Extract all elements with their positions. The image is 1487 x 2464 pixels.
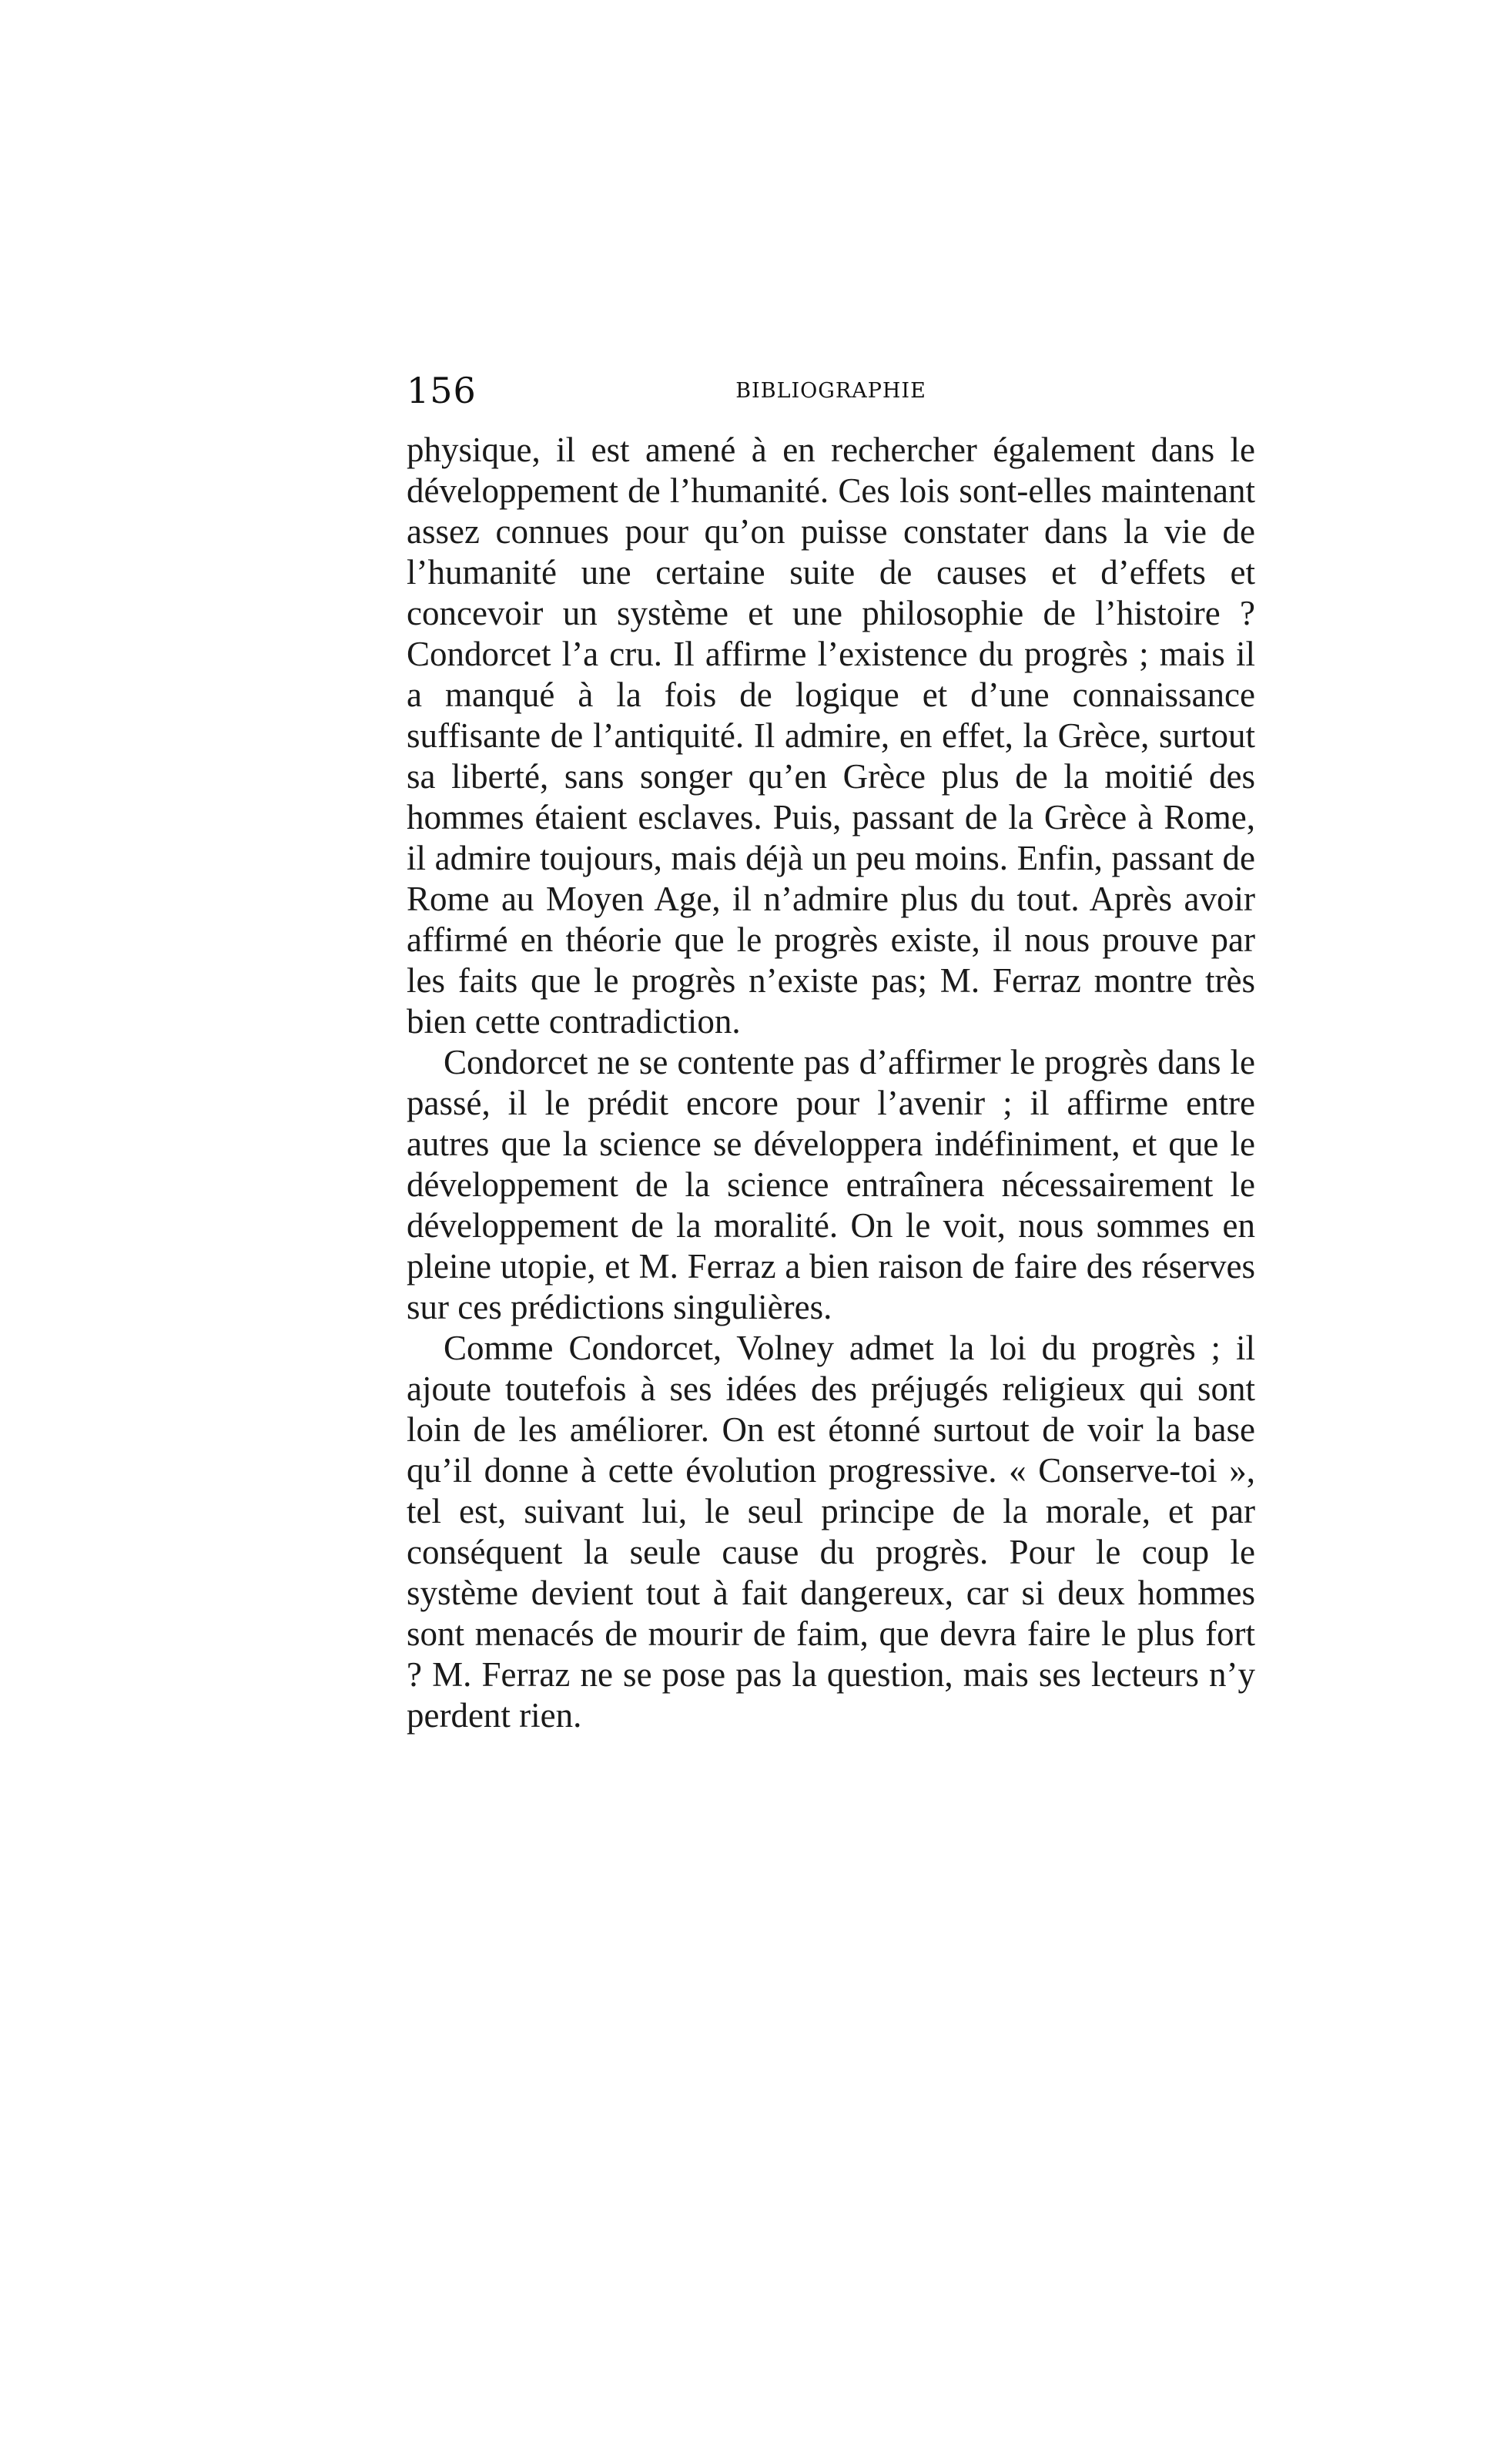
body-text (407, 430, 1255, 1736)
paragraph-3: Comme Condorcet, Volney admet la loi du progrès ; il ajoute toutefois à ses idées des préjugés religieux qui sont loin de les améliorer. On est étonné surtout de voir la base qu’il donne à cette évolution progressive. « Conserve-toi », tel est, suivant lui, le seul principe de la morale, et par conséquent la seule cause du progrès. Pour le coup le système devient tout à fait dangereux, car si deux hommes sont menacés de mourir de faim, que devra faire le plus fort ? M. Ferraz ne se pose pas la question, mais ses lecteurs n’y perdent rien. (407, 1329, 1255, 1735)
paragraph-1: physique, il est amené à en rechercher également dans le développement de l’humanité. Ces lois sont-elles maintenant assez connues pour qu’on puisse constater dans la vie de l’humanité une certaine suite de causes et d’effets et concevoir un système et une philosophie de l’histoire ? Condorcet l’a cru. Il affirme l’existence du progrès ; mais il a manqué à la fois de logique et d’une connaissance suffisante de l’antiquité. Il admire, en effet, la Grèce, surtout sa liberté, sans songer qu’en Grèce plus de la moitié des hommes étaient esclaves. Puis, passant de la Grèce à Rome, il admire toujours, mais déjà un peu moins. Enfin, passant de Rome au Moyen Age, il n’admire plus du tout. Après avoir affirmé en théorie que le progrès existe, il nous prouve par les faits que le progrès n’existe pas; M. Ferraz montre très bien cette contradiction. (407, 431, 1255, 1041)
paragraph-2: Condorcet ne se contente pas d’affirmer le progrès dans le passé, il le prédit encore pour l’avenir ; il affirme entre autres que la science se développera indéfiniment, et que le développement de la science entraînera nécessairement le développement de la moralité. On le voit, nous sommes en pleine utopie, et M. Ferraz a bien raison de faire des réserves sur ces prédictions singulières. (407, 1043, 1255, 1326)
page-header (407, 362, 1255, 424)
running-head: BIBLIOGRAPHIE (735, 379, 926, 403)
page-number: 156 (407, 370, 477, 411)
